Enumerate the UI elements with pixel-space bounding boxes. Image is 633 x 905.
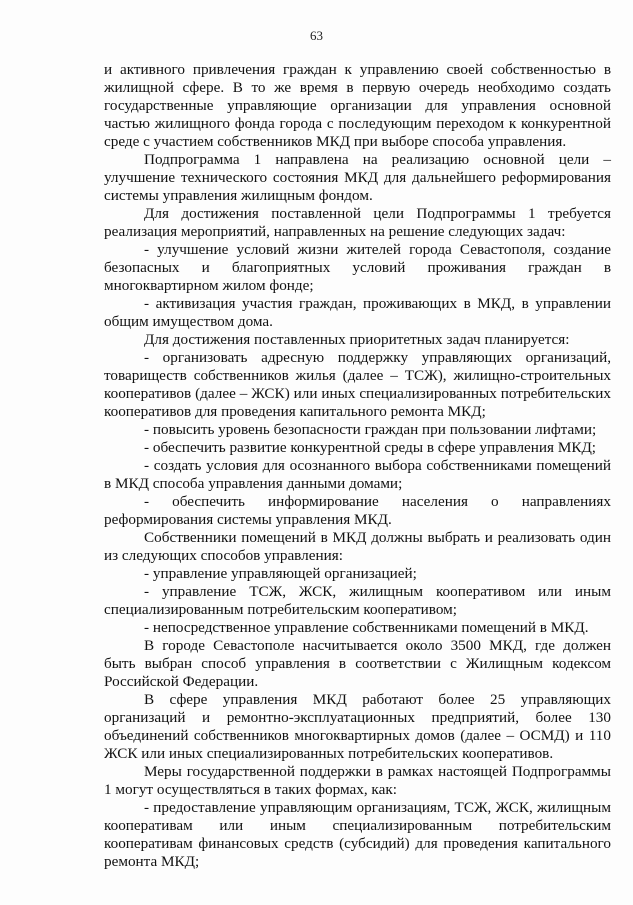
paragraph: - создать условия для осознанного выбора собственниками помещений в МКД способа управления данными домами;	[104, 457, 611, 492]
page-number: 63	[310, 28, 323, 43]
paragraph: Для достижения поставленной цели Подпрограммы 1 требуется реализация мероприятий, направленных на решение следующих задач:	[104, 205, 611, 240]
paragraph: - предоставление управляющим организациям, ТСЖ, ЖСК, жилищным кооперативам или иным специализированным потребительским кооперативам финансовых средств (субсидий) для проведения капитального ремонта МКД;	[104, 799, 611, 870]
paragraph: - управление управляющей организацией;	[144, 565, 417, 582]
paragraph: - обеспечить развитие конкурентной среды в сфере управления МКД;	[144, 439, 597, 456]
paragraph: Подпрограмма 1 направлена на реализацию основной цели – улучшение технического состояния МКД для дальнейшего реформирования системы управления жилищным фондом.	[104, 151, 611, 204]
paragraph: Собственники помещений в МКД должны выбрать и реализовать один из следующих способов управления:	[104, 529, 611, 564]
paragraph: В сфере управления МКД работают более 25 управляющих организаций и ремонтно-эксплуатационных предприятий, более 130 объединений собственников многоквартирных домов (далее – ОСМД) и 110 ЖСК или иных специализированных потребительских кооперативов.	[104, 691, 611, 762]
paragraph: - активизация участия граждан, проживающих в МКД, в управлении общим имуществом дома.	[104, 295, 611, 330]
paragraph: Меры государственной поддержки в рамках настоящей Подпрограммы 1 могут осуществляться в таких формах, как:	[104, 763, 611, 798]
paragraph: - обеспечить информирование населения о направлениях реформирования системы управления МКД.	[104, 493, 611, 528]
paragraph: - повысить уровень безопасности граждан при пользовании лифтами;	[144, 421, 597, 438]
document-body	[104, 61, 611, 871]
paragraph: - организовать адресную поддержку управляющих организаций, товариществ собственников жилья (далее – ТСЖ), жилищно-строительных кооперативов (далее – ЖСК) или иных специализированных потребительских кооперативов для проведения капитального ремонта МКД;	[104, 349, 611, 420]
paragraph: - управление ТСЖ, ЖСК, жилищным кооперативом или иным специализированным потребительским кооперативом;	[104, 583, 611, 618]
paragraph: Для достижения поставленных приоритетных задач планируется:	[144, 331, 570, 348]
paragraph: - непосредственное управление собственниками помещений в МКД.	[144, 619, 589, 636]
paragraph: и активного привлечения граждан к управлению своей собственностью в жилищной сфере. В то же время в первую очередь необходимо создать государственные управляющие организации для управления основной частью жилищного фонда города с последующим переходом к конкурентной среде с участием собственников МКД при выборе способа управления.	[104, 61, 611, 150]
paragraph: В городе Севастополе насчитывается около 3500 МКД, где должен быть выбран способ управления в соответствии с Жилищным кодексом Российской Федерации.	[104, 637, 611, 690]
paragraph: - улучшение условий жизни жителей города Севастополя, создание безопасных и благоприятных условий проживания граждан в многоквартирном жилом фонде;	[104, 241, 611, 294]
